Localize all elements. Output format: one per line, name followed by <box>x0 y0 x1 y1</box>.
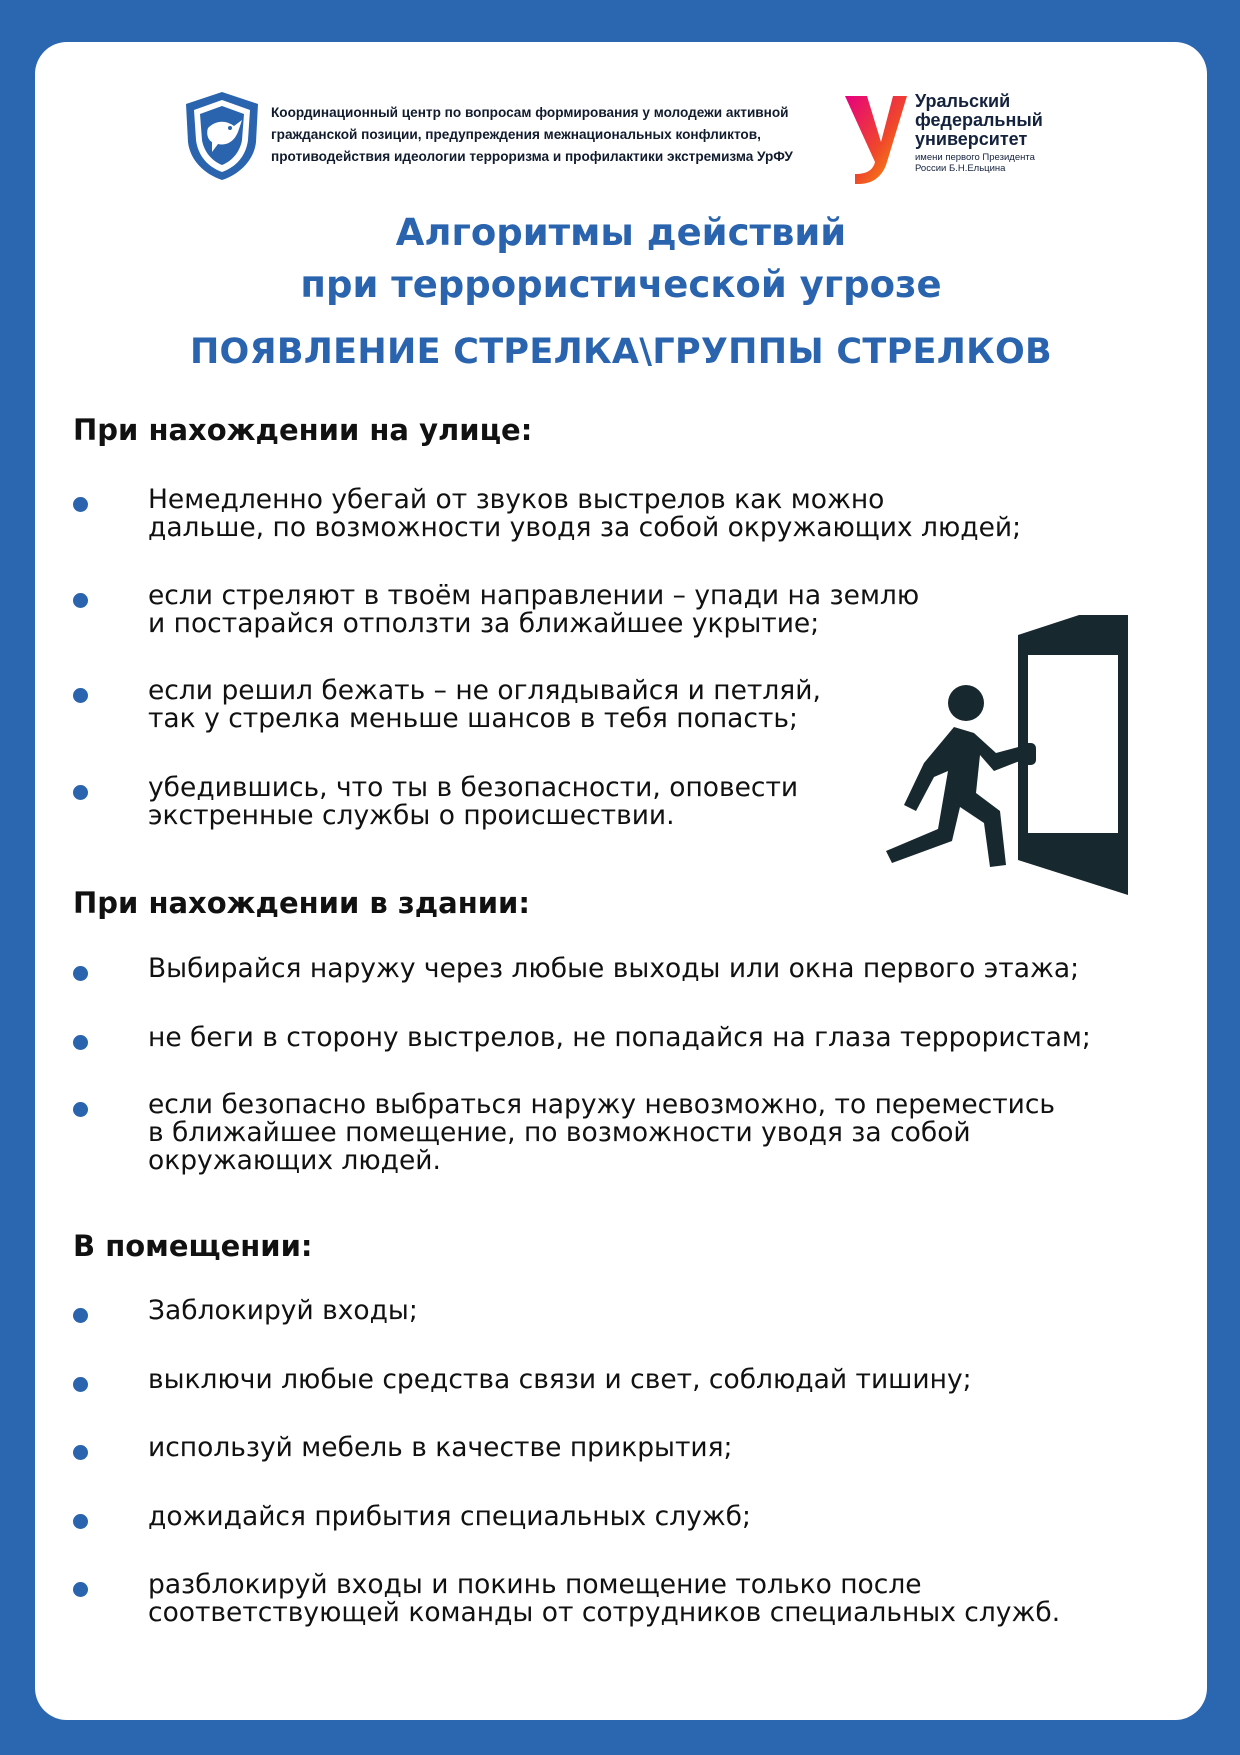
bullet-icon <box>73 1308 88 1323</box>
university-name-line: университет <box>915 129 1028 149</box>
university-name-line: Уральский <box>915 91 1011 111</box>
running-person-exit-icon <box>878 615 1207 915</box>
page-subtitle: ПОЯВЛЕНИЕ СТРЕЛКА\ГРУППЫ СТРЕЛКОВ <box>189 332 1053 372</box>
university-name <box>915 92 1105 174</box>
bullet-icon <box>73 1102 88 1117</box>
shield-dove-icon <box>182 90 262 182</box>
bullet-icon <box>73 966 88 981</box>
bullet-icon <box>73 688 88 703</box>
bullet-icon <box>73 1445 88 1460</box>
urfu-logo-icon <box>841 90 911 190</box>
page-title <box>35 207 1207 311</box>
section-heading-room: В помещении: <box>73 1229 313 1263</box>
bullet-icon <box>73 1377 88 1392</box>
bullet-icon <box>73 785 88 800</box>
section-heading-building: При нахождении в здании: <box>73 886 530 920</box>
university-name-line: федеральный <box>915 110 1043 130</box>
bullet-icon <box>73 1582 88 1597</box>
page-title-line: при террористической угрозе <box>300 263 942 306</box>
coordination-center-line: гражданской позиции, предупреждения межнациональных конфликтов, <box>271 127 761 142</box>
bullet-icon <box>73 593 88 608</box>
university-subtitle-line: России Б.Н.Ельцина <box>915 163 1006 174</box>
section-heading-street: При нахождении на улице: <box>73 413 533 447</box>
bullet-icon <box>73 1035 88 1050</box>
coordination-center-text <box>271 102 831 168</box>
coordination-center-line: противодействия идеологии терроризма и профилактики экстремизма УрФУ <box>271 149 793 164</box>
bullet-icon <box>73 497 88 512</box>
university-subtitle-line: имени первого Президента <box>915 152 1035 163</box>
page-title-line: Алгоритмы действий <box>395 211 847 254</box>
poster-card: Координационный центр по вопросам формирования у молодежи активной гражданской позиции, предупреждения межнациональных конфликтов, противодействия идеологии терроризма и профилактики экстремизма УрФУ Уральский федеральный университет имени первого Президента России Б.Н.Ельцина Алгоритмы действий при террористической угрозе ПОЯВЛЕНИЕ СТРЕЛКА\ГРУППЫ СТРЕЛКОВ При нахождении на улице: Немедленно убегай от звуков выстрелов как можно дальше, по возможности уводя за собой окружающих людей; если стреляют в твоём направлении – упади на землю и постарайся отползти за ближайшее укрытие; если решил бежать – не оглядывайся и петляй, так у стрелка меньше шансов в тебя попасть; убедившись, что ты в безопасности, оповести экстренные службы о происшествии. При нахождении в здании: Выбирайся наружу через любые выходы или окна первого этажа; не беги в сторону выстрелов, не попадайся на глаза террористам; если безопасно выбраться наружу невозможно, то переместись в ближайшее помещение, по возможности уводя за собой окружающих людей. В помещении: Заблокируй входы; выключи любые средства связи и свет, соблюдай тишину; используй мебель в качестве прикрытия; дожидайся прибытия специальных служб; разблокируй входы и покинь помещение только после соответствующей команды от сотрудников специальных служб. <box>35 42 1207 1720</box>
bullet-icon <box>73 1514 88 1529</box>
coordination-center-line: Координационный центр по вопросам формирования у молодежи активной <box>271 105 789 120</box>
